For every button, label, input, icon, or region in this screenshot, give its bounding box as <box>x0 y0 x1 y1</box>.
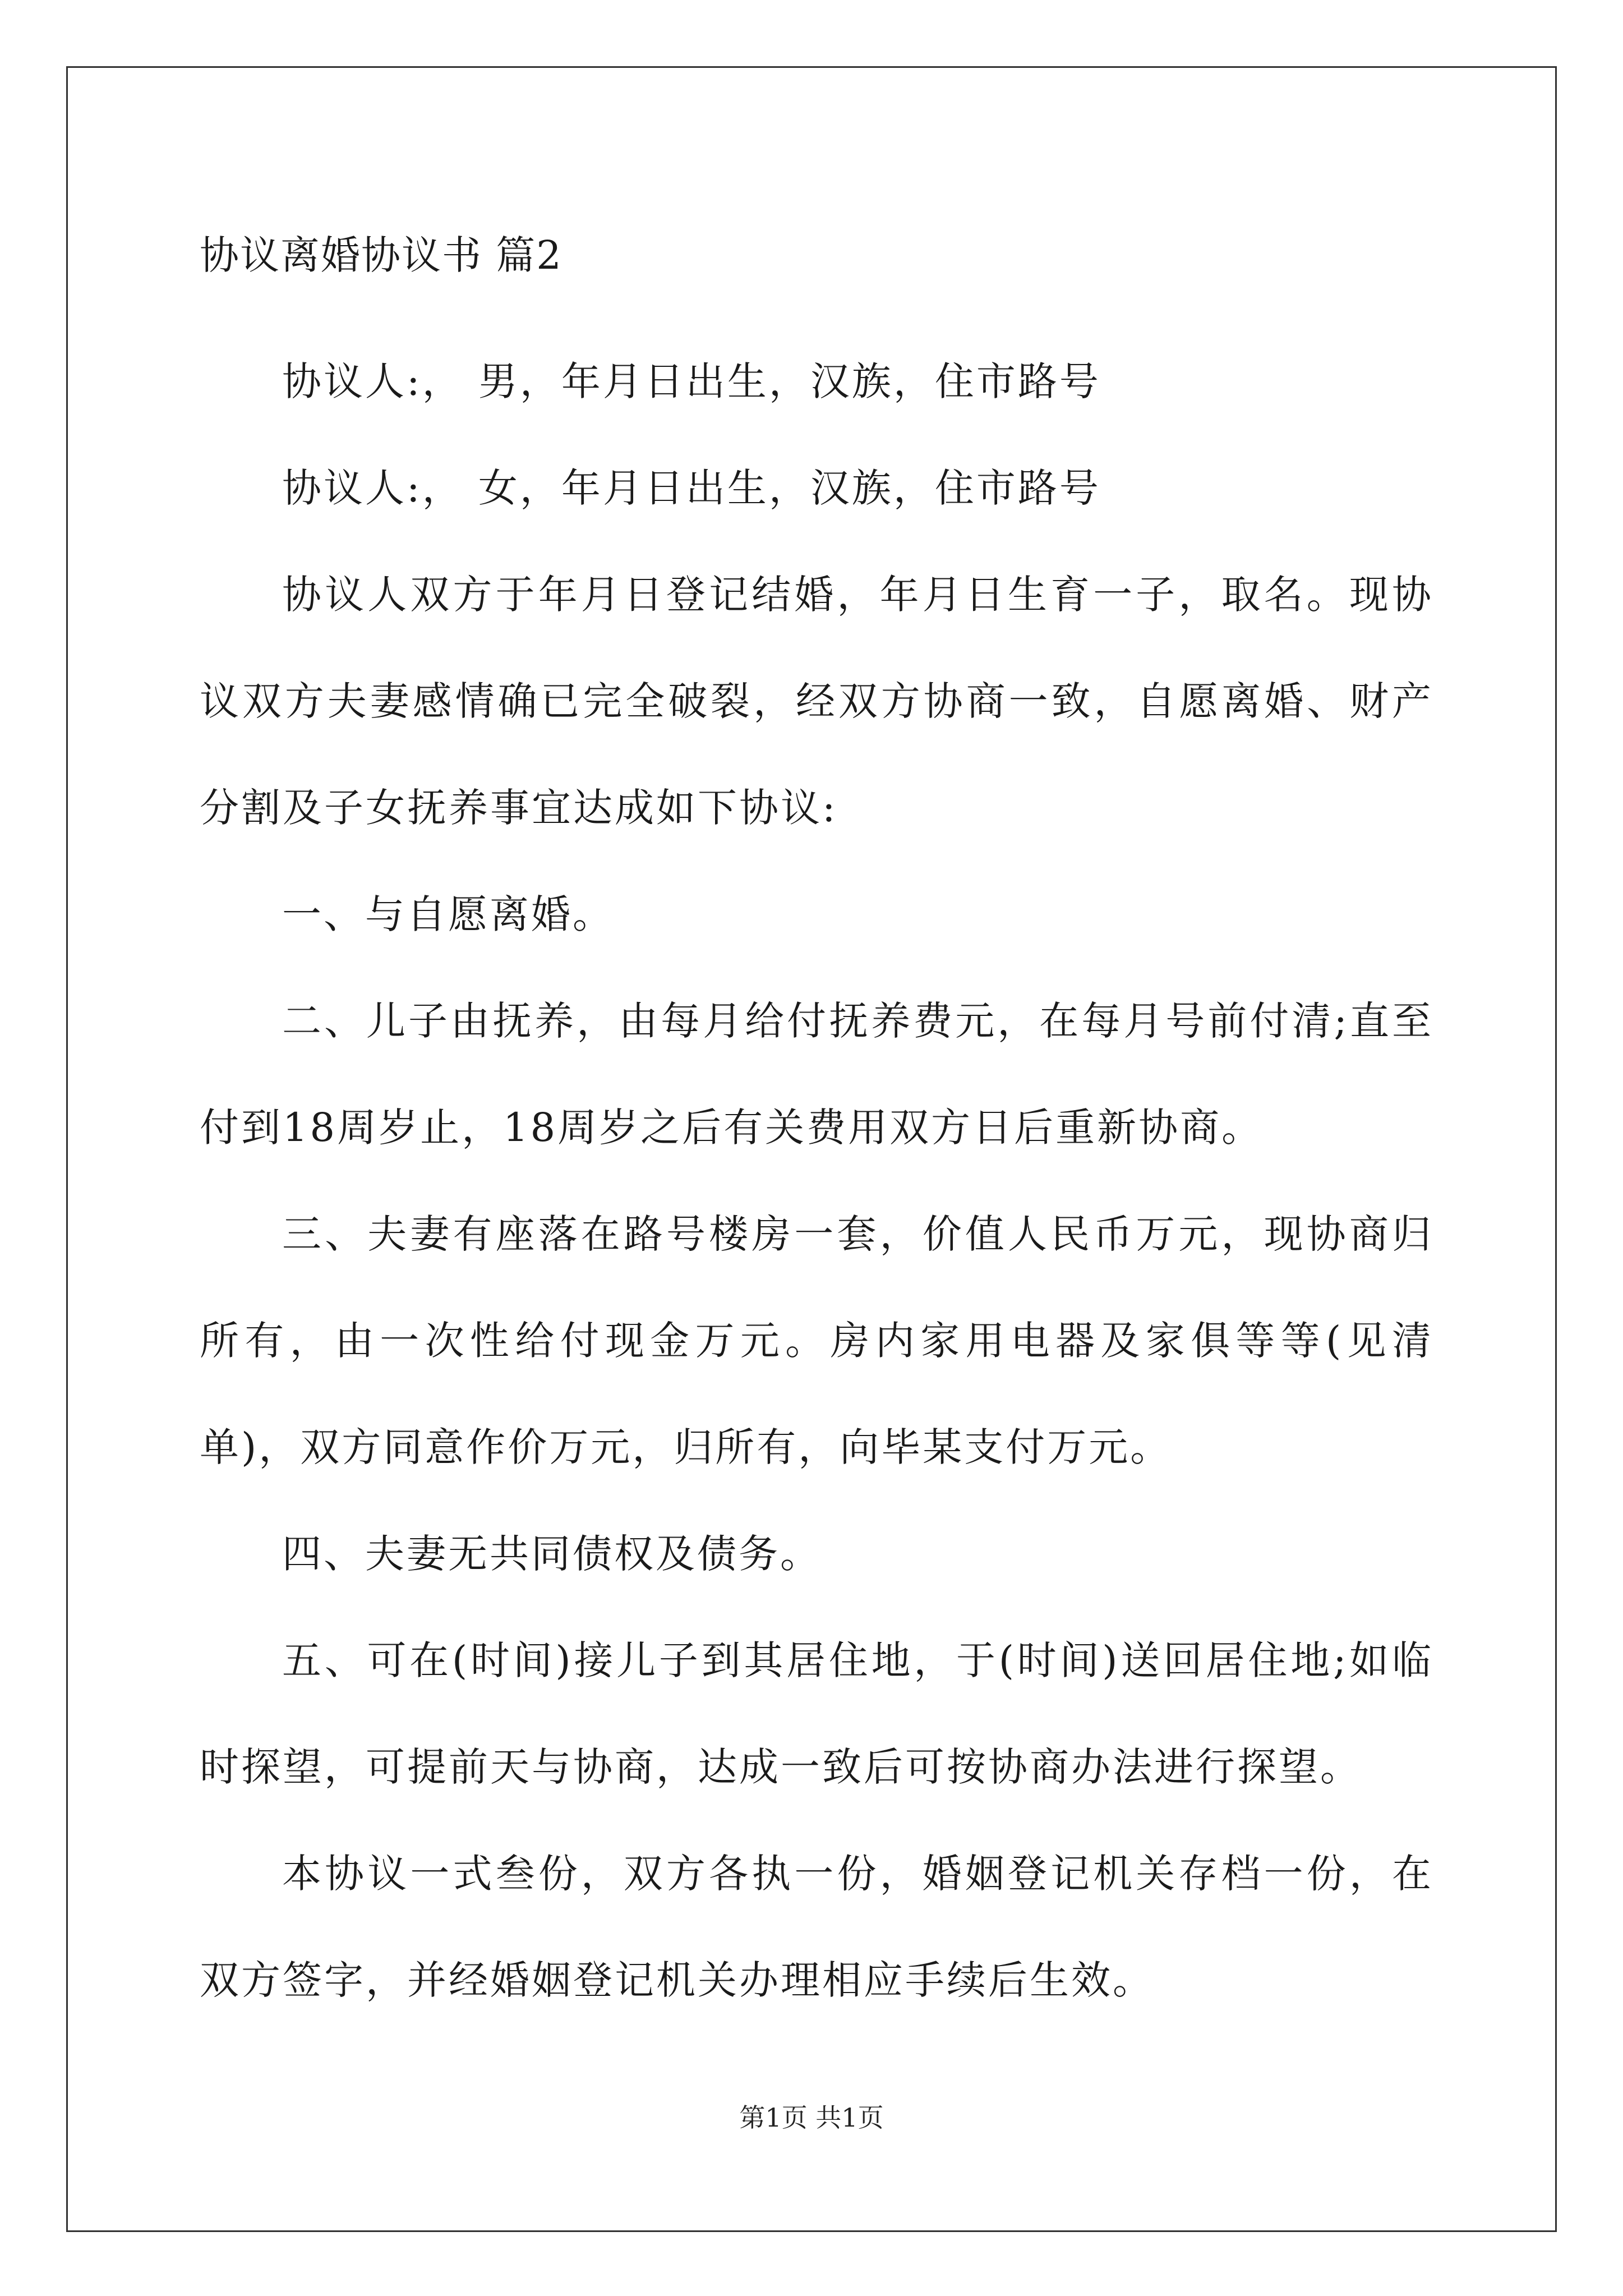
clause-3-paragraph: 三、夫妻有座落在路号楼房一套，价值人民币万元，现协商归所有，由一次性给付现金万元。房内家用电器及家俱等等(见清单)，双方同意作价万元，归所有，向毕某支付万元。 <box>200 1211 1433 1470</box>
clause-2-paragraph: 二、儿子由抚养，由每月给付抚养费元，在每月号前付清;直至付到18周岁止，18周岁之后有关费用双方日后重新协商。 <box>200 998 1433 1151</box>
page-number-footer: 第1页 共1页 <box>739 2102 884 2133</box>
party-male-paragraph: 协议人:， 男，年月日出生，汉族，住市路号 <box>282 358 1101 404</box>
clause-4-paragraph: 四、夫妻无共同债权及债务。 <box>282 1531 822 1577</box>
closing-paragraph: 本协议一式叁份，双方各执一份，婚姻登记机关存档一份，在双方签字，并经婚姻登记机关办理相应手续后生效。 <box>200 1851 1433 2003</box>
preamble-paragraph: 协议人双方于年月日登记结婚，年月日生育一子，取名。现协议双方夫妻感情确已完全破裂，经双方协商一致，自愿离婚、财产分割及子女抚养事宜达成如下协议: <box>200 572 1433 831</box>
document-body <box>200 216 1433 2033</box>
document-title: 协议离婚协议书 篇2 <box>200 232 562 278</box>
clause-1-paragraph: 一、与自愿离婚。 <box>282 891 614 937</box>
party-female-paragraph: 协议人:， 女，年月日出生，汉族，住市路号 <box>282 465 1101 511</box>
clause-5-paragraph: 五、可在(时间)接儿子到其居住地，于(时间)送回居住地;如临时探望，可提前天与协商，达成一致后可按协商办法进行探望。 <box>200 1637 1433 1790</box>
